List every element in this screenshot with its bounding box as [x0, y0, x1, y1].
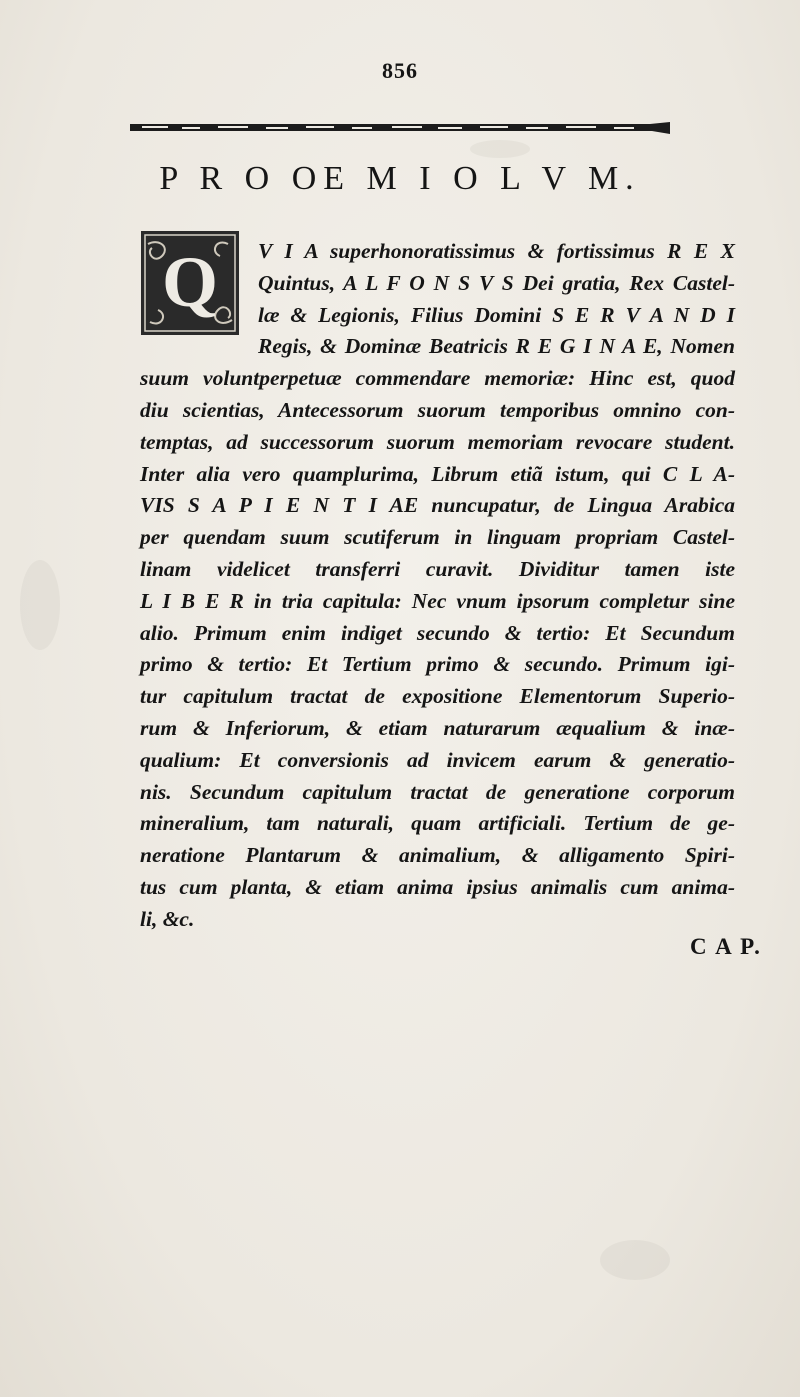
text-line: per quendam suum scutiferum in linguam propriam Castel- — [140, 525, 735, 550]
text-line: VIS S A P I E N T I AE nuncupatur, de Lingua Arabica — [140, 493, 735, 518]
text-line: læ & Legionis, Filius Domini S E R V A N D I — [258, 302, 735, 327]
text-line: Regis, & Dominæ Beatricis R E G I N A E, Nomen — [258, 334, 735, 359]
text-line: suum voluntperpetuæ commendare memoriæ: Hinc est, quod — [140, 366, 735, 391]
text-line: temptas, ad successorum suorum memoriam revocare student. — [140, 429, 735, 454]
svg-text:Q: Q — [161, 242, 219, 322]
text-line: rum & Inferiorum, & etiam naturarum æqualium & inæ- — [140, 715, 735, 740]
text-line: V I A superhonoratissimus & fortissimus R E X — [258, 239, 735, 263]
headpiece-ornament-icon — [130, 120, 670, 136]
section-heading: P R O OE M I O L V M. — [159, 160, 641, 197]
text-line: Quintus, A L F O N S V S Dei gratia, Rex Castel- — [258, 270, 735, 295]
text-line: qualium: Et conversionis ad invicem earum & generatio- — [140, 747, 735, 772]
text-line: primo & tertio: Et Tertium primo & secundo. Primum igi- — [140, 652, 735, 677]
text-line: Inter alia vero quamplurima, Librum etiã istum, qui C L A- — [140, 461, 735, 486]
text-line: nis. Secundum capitulum tractat de generatione corporum — [140, 779, 735, 804]
paper-stain — [600, 1240, 670, 1280]
text-line: linam videlicet transferri curavit. Dividitur tamen iste — [140, 556, 735, 581]
text-line: tur capitulum tractat de expositione Elementorum Superio- — [140, 684, 735, 709]
text-line: mineralium, tam naturali, quam artificiali. Tertium de ge- — [140, 811, 735, 836]
text-line: li, &c. — [140, 906, 195, 931]
text-line: tus cum planta, & etiam anima ipsius animalis cum anima- — [140, 874, 735, 899]
body-text — [140, 236, 735, 936]
catchword: C A P. — [690, 934, 762, 959]
text-line: alio. Primum enim indiget secundo & tertio: Et Secundum — [140, 620, 735, 645]
page-number: 856 — [382, 58, 418, 83]
text-line: neratione Plantarum & animalium, & alligamento Spiri- — [140, 843, 735, 868]
paper-stain — [20, 560, 60, 650]
text-line: L I B E R in tria capitula: Nec vnum ipsorum completur sine — [140, 588, 735, 613]
text-line: diu scientias, Antecessorum suorum temporibus omnino con- — [140, 397, 735, 422]
paper-stain — [470, 140, 530, 158]
